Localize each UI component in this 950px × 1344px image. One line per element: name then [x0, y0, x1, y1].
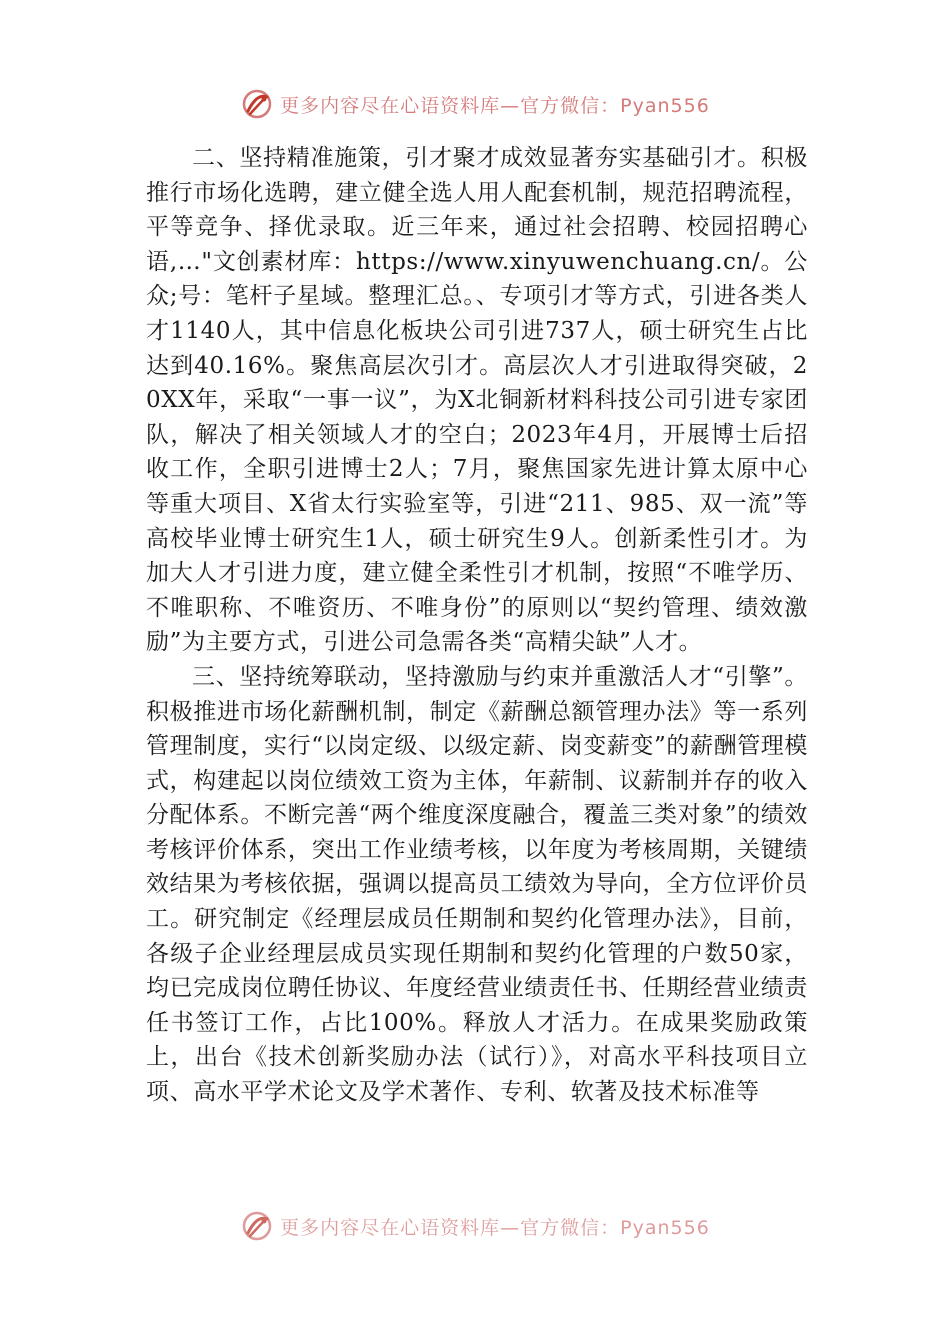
pen-swirl-logo-icon [240, 87, 274, 121]
footer-watermark [0, 1206, 950, 1246]
pen-swirl-logo-icon [240, 1209, 274, 1243]
watermark [240, 87, 710, 121]
paragraph: 三、坚持统筹联动，坚持激励与约束并重激活人才“引擎”。积极推进市场化薪酬机制，制定《薪酬总额管理办法》等一系列管理制度，实行“以岗定级、以级定薪、岗变薪变”的薪酬管理模式，构建起以岗位绩效工资为主体，年薪制、议薪制并存的收入分配体系。不断完善“两个维度深度融合，覆盖三类对象”的绩效考核评价体系，突出工作业绩考核，以年度为考核周期，关键绩效结果为考核依据，强调以提高员工绩效为导向，全方位评价员工。研究制定《经理层成员任期制和契约化管理办法》，目前，各级子企业经理层成员实现任期制和契约化管理的户数50家，均已完成岗位聘任协议、年度经营业绩责任书、任期经营业绩责任书签订工作，占比100%。释放人才活力。在成果奖励政策上，出台《技术创新奖励办法（试行）》，对高水平科技项目立项、高水平学术论文及学术著作、专利、软著及技术标准等 [146, 663, 808, 1106]
document-body [146, 141, 808, 1110]
watermark-text: 更多内容尽在心语资料库—官方微信：Pyan556 [280, 1216, 710, 1239]
watermark [240, 1209, 710, 1243]
paragraph: 二、坚持精准施策，引才聚才成效显著夯实基础引才。积极推行市场化选聘，建立健全选人用人配套机制，规范招聘流程，平等竞争、择优录取。近三年来，通过社会招聘、校园招聘心语,…"文创素材库：https://www.xinyuwenchuang.cn/。公众;号：笔杆子星域。整理汇总。、专项引才等方式，引进各类人才1140人，其中信息化板块公司引进737人，硕士研究生占比达到40.16%。聚焦高层次引才。高层次人才引进取得突破，20XX年，采取“一事一议”，为X北铜新材料科技公司引进专家团队，解决了相关领域人才的空白；2023年4月，开展博士后招收工作，全职引进博士2人；7月，聚焦国家先进计算太原中心等重大项目、X省太行实验室等，引进“211、985、双一流”等高校毕业博士研究生1人，硕士研究生9人。创新柔性引才。为加大人才引进力度，建立健全柔性引才机制，按照“不唯学历、不唯职称、不唯资历、不唯身份”的原则以“契约管理、绩效激励”为主要方式，引进公司急需各类“高精尖缺”人才。 [146, 145, 808, 656]
watermark-text: 更多内容尽在心语资料库—官方微信：Pyan556 [280, 94, 710, 117]
header-watermark [0, 84, 950, 124]
